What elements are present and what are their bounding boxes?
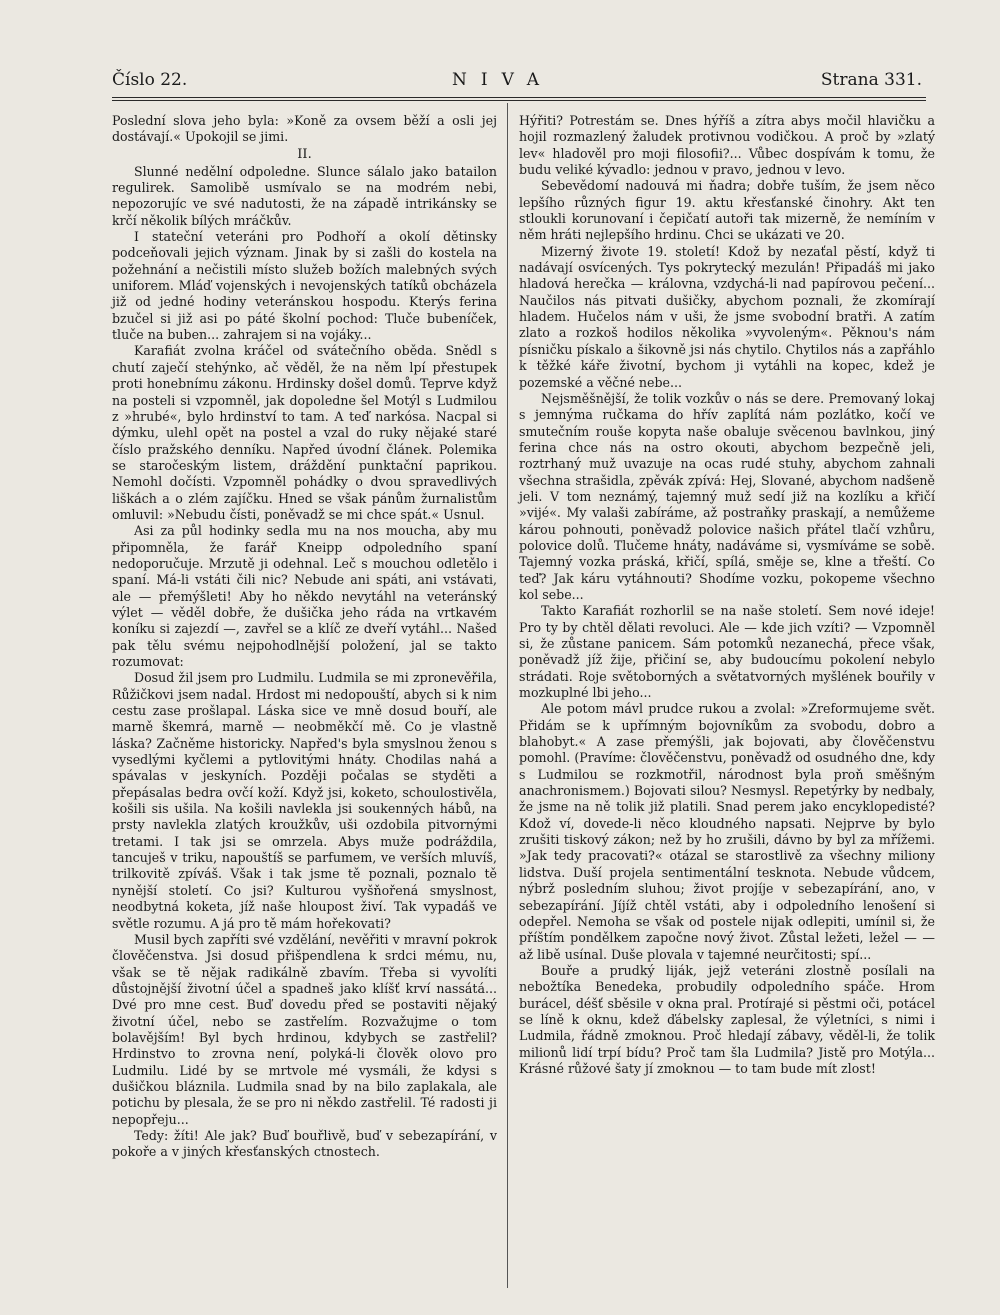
- paragraph: Karafiát zvolna kráčel od svátečního oběda. Snědl s chutí zaječí stehýnko, ač věděl, že na něm lpí přestupek proti honebnímu zákonu. Hrdinsky došel domů. Teprve když na posteli si vzpomněl, jak dopoledne šel Motýl s Ludmilou z »hrubé«, bylo hrdinství to tam. A teď narkósa. Nacpal si dýmku, ulehl opět na postel a vzal do ruky nějaké staré číslo pražského denníku. Napřed úvodní článek. Polemika se staročeským listem, dráždění punktační paprikou. Nemohl dočísti. Vzpomněl pohádky o dvou spravedlivých liškách a o zlém zajíčku. Hned se však pánům žurnalistům omluvil: »Nebudu čísti, poněvadž se mi chce spát.« Usnul.: [112, 343, 497, 522]
- paragraph: Hýřiti? Potrestám se. Dnes hýříš a zítra abys močil hlavičku a hojil rozmazlený žaludek protivnou vodičkou. A proč by »zlatý lev« hladověl pro moji filosofii?... Vůbec dospívám k tomu, že budu veliké kývadlo: jednou v pravo, jednou v levo.: [519, 113, 935, 178]
- paragraph: Sebevědomí nadouvá mi ňadra; dobře tuším, že jsem něco lepšího různých figur 19. aktu křesťanské činohry. Akt ten stloukli korunovaní i čepičatí autoři tak mizerně, že nemíním v něm hráti nejlepšího hrdinu. Chci se ukázati ve 20.: [519, 178, 935, 243]
- page-header: [112, 70, 922, 94]
- paragraph: Bouře a prudký liják, jejž veteráni zlostně posílali na nebožtíka Benedeka, probudily odpoledního spáče. Hrom burácel, déšť sběsile v okna pral. Protírajé si pěstmi oči, potácel se líně k oknu, kdež ďábelsky zaplesal, že výletníci, s nimi i Ludmila, řádně zmoknou. Proč hledají zábavy, věděl-li, že tolik milionů lidí trpí bídu? Proč tam šla Ludmila? Jistě pro Motýla... Krásné růžové šaty jí zmoknou — to tam bude mít zlost!: [519, 962, 935, 1076]
- paragraph: Mizerný živote 19. století! Kdož by nezaťal pěstí, když ti nadávají osvícených. Tys pokrytecký mezulán! Připadáš mi jako hladová herečka — královna, vzdychá-li nad papírovou pečení... Naučilos nás pitvati dušičky, abychom poznali, že zkomírají hladem. Hučelos nám v uši, že jsme svobodní bratři. A zatím zlato a rozkoš hodilos několika »vyvoleným«. Pěknou's nám písničku pískalo a šikovně jsi nás chytilo. Chytilos nás a zapřáhlo k těžké káře životní, bychom ji vytáhli na kopec, kdež je pozemské a věčné nebe...: [519, 243, 935, 390]
- paragraph: Tedy: žíti! Ale jak? Buď bouřlivě, buď v sebezapírání, v pokoře a v jiných křesťanských ctnostech.: [112, 1127, 497, 1160]
- paragraph: Slunné nedělní odpoledne. Slunce sálalo jako batailon regulirek. Samolibě usmívalo se na modrém nebi, nepozorujíc ve své nadutosti, že na západě intrikánsky se krčí několik bílých mráčkův.: [112, 163, 497, 228]
- issue-number: Číslo 22.: [112, 70, 188, 90]
- section-heading: II.: [297, 146, 312, 162]
- paragraph: Takto Karafiát rozhorlil se na naše století. Sem nové ideje! Pro ty by chtěl dělati revoluci. Ale — kde jich vzíti? — Vzpomněl si, že zůstane panicem. Sám potomků nezanechá, přece však, poněvadž jíž žije, přičiní se, aby budoucímu pokolení nebylo strádati. Roje světoborných a světatvorných myšlének bouřily v mozkuplné lbi jeho...: [519, 603, 935, 701]
- paragraph: Nejsměšnější, že tolik vozkův o nás se dere. Premovaný lokaj s jemnýma ručkama do hřív zaplítá nám pozlátko, kočí ve smutečním rouše kopyta naše obaluje svěcenou bavlnkou, jiný ferina chce nás na ostro okouti, abychom bezpečně jeli, roztrhaný muž uvazuje na ocas rudé stuhy, abychom zahnali všechna strašidla, zpěvák zpívá: Hej, Slované, abychom nadšeně jeli. V tom neznámý, tajemný muž sedí již na kozlíku a křičí »vijé«. My valaši zabíráme, až postraňky praskají, a nemůžeme károu pohnouti, poněvadž polovice našich přátel tlačí vzhůru, polovice dolů. Tlučeme hnáty, nadáváme si, vysmíváme se sobě. Tajemný vozka práská, křičí, spílá, směje se, klne a třeští. Co teď? Jak káru vytáhnouti? Shodíme vozku, pokopeme všechno kol sebe...: [519, 390, 935, 602]
- page-number: Strana 331.: [820, 70, 922, 90]
- paragraph: I stateční veteráni pro Podhoří a okolí dětinsky podceňovali jejich význam. Jinak by si zašli do kostela na požehnání a nečistili místo služeb božích malebných svých uniforem. Mláď vojenských i nevojenských tatíků obcházela již od jedné hodiny veteránskou hospodu. Kterýs ferina bzučel si již asi po páté školní pochod: Tluče bubeníček, tluče na buben... zahrajem si na vojáky...: [112, 229, 497, 343]
- paragraph: Ale potom mávl prudce rukou a zvolal: »Zreformujeme svět. Přidám se k upřímným bojovníkům za svobodu, dobro a blahobyt.« A zase přemýšli, jak bojovati, aby člověčenstvu pomohl. (Pravíme: člověčenstvu, poněvadž od osudného dne, kdy s Ludmilou se rozkmotřil, národnost byla proň směšným anachronismem.) Bojovati silou? Nesmysl. Repetýrky by nedbaly, že jsme na ně tolik již platili. Snad perem jako encyklopedisté? Kdož ví, dovede-li něco kloudného napsati. Nejprve by bylo zrušiti tiskový zákon; než by ho zrušili, dávno by byl za mřížemi. »Jak tedy pracovati?« otázal se starostlivě za všechny miliony lidstva. Duší projela sentimentální tesknota. Nebude vůdcem, nýbrž posledním sluhou; život projíje v sebezapírání, ano, v sebezapírání. Jíjíž chtěl vstáti, aby i odpoledního lenošení si odepřel. Nemoha se však od postele nijak odlepiti, umínil si, že příštím pondělkem započne nový život. Zůstal ležeti, ležel — — až libě usínal. Duše plovala v tajemné neurčitosti; spí...: [519, 701, 935, 962]
- header-rule-thin: [112, 100, 926, 101]
- paragraph: Asi za půl hodinky sedla mu na nos moucha, aby mu připomněla, že farář Kneipp odpoledního spaní nedoporučuje. Mrzutě ji odehnal. Leč s mouchou odletělo i spaní. Má-li vstáti čili nic? Nebude ani spáti, ani vstávati, ale — přemýšleti! Aby ho někdo nevytáhl na veteránský výlet — věděl dobře, že dušička jeho ráda na vrtkavém koníku si zajezdí —, zavřel se a klíč ze dveří vytáhl... Našed pak tělu svému nejpohodlnější položení, jal se takto rozumovat:: [112, 523, 497, 669]
- right-column: [519, 113, 935, 1077]
- column-separator: [507, 103, 508, 1288]
- paragraph: Musil bych zapříti své vzdělání, nevěřiti v mravní pokrok člověčenstva. Jsi dosud přišpendlena k srdci mému, nu, však se tě nějak radikálně zbavím. Třeba si vyvolíti důstojnější životní účel a spadneš jako klíšť krví nassátá... Dvé pro mne cest. Buď dovedu před se postaviti nějaký životní účel, nebo se zastřelím. Rozvažujme o tom bolavějším! Byl bych hrdinou, kdybych se zastřelil? Hrdinstvo to zrovna není, polyká-li člověk olovo pro Ludmilu. Lidé by se mrtvole mé vysmáli, že kdysi s dušičkou bláznila. Ludmila snad by na bilo zaplakala, ale potichu by plesala, že se pro ni někdo zastřelil. Té radosti ji nepopřeju...: [112, 931, 497, 1127]
- journal-title: NIVA: [452, 70, 553, 90]
- left-column: [112, 113, 497, 1161]
- header-rule: [112, 97, 926, 98]
- paragraph: Dosud žil jsem pro Ludmilu. Ludmila se mi zpronevěřila, Růžičkovi jsem nadal. Hrdost mi nedopouští, abych si k nim cestu zase prošlapal. Láska sice ve mně dosud bouří, ale marně škemrá, marně — neobměkčí mě. Co je vlastně láska? Začněme historicky. Napřed's byla smyslnou ženou s vysedlými kyčlemi a pytlovitými hnáty. Chodilas nahá a spávalas v jeskyních. Později počalas se styděti a přepásalas bedra ovčí koží. Když jsi, koketo, schoulostivěla, košili sis ušila. Na košili navlekla jsi soukenných hábů, na prsty navlekla zlatých kroužkův, uši ozdobila pitvornými tretami. I tak jsi se omrzela. Abys muže podráždila, tancuješ v triku, napouštíš se parfumem, ve verších mluvíš, trilkovitě zpíváš. Však i tak jsme tě poznali, poznalo tě nynější století. Co jsi? Kulturou vyšňořená smyslnost, neodbytná koketa, jíž naše hloupost živí. Tak vypadáš ve světle rozumu. A já pro tě mám hořekovati?: [112, 670, 497, 931]
- paragraph: Poslední slova jeho byla: »Koně za ovsem běží a osli jej dostávají.« Upokojil se jimi.: [112, 113, 497, 145]
